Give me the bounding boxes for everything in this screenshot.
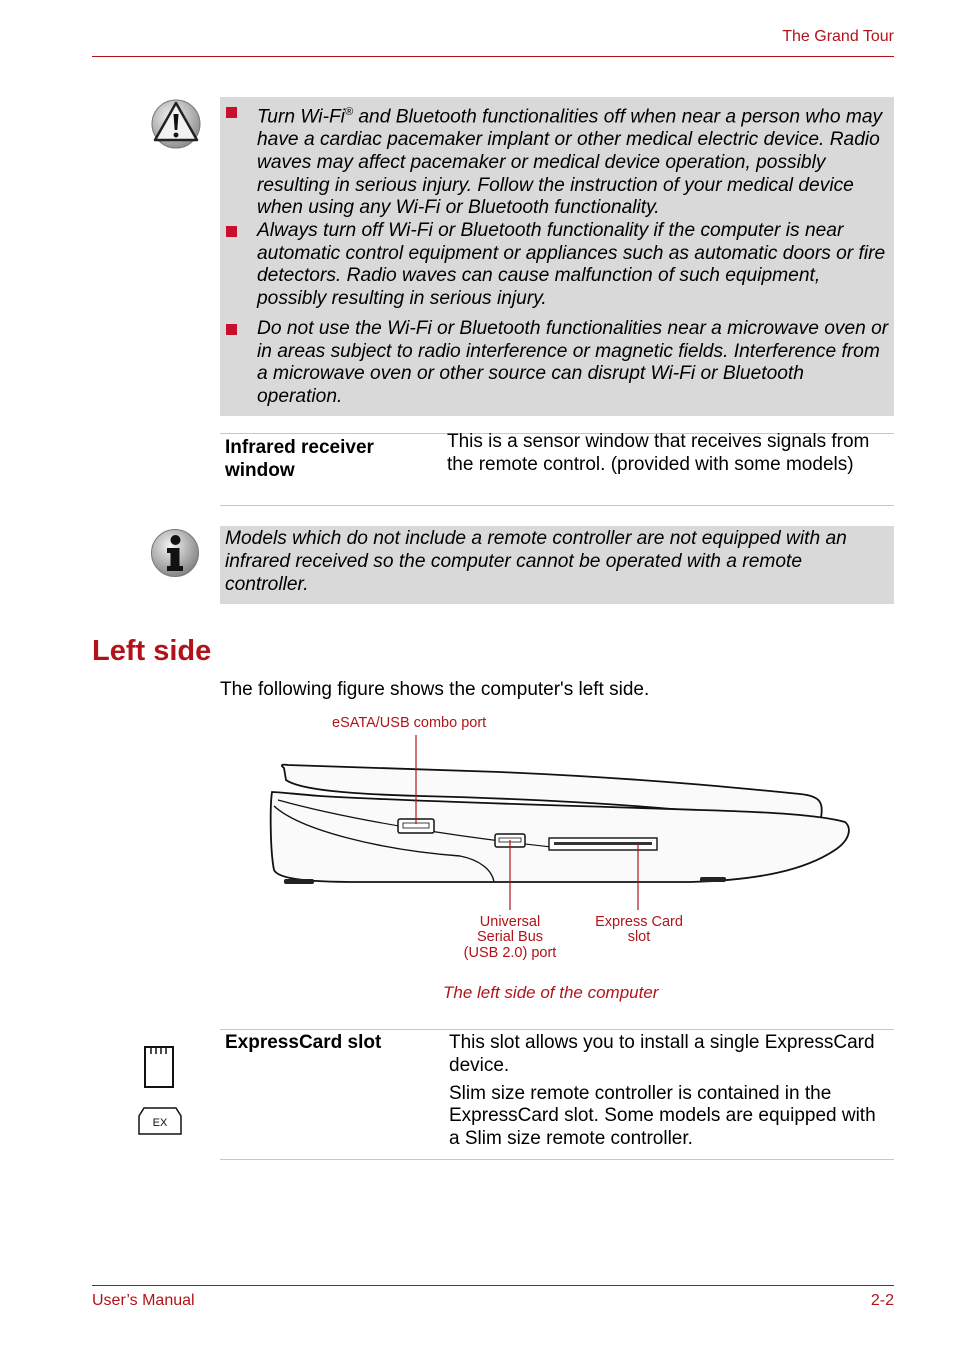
expresscard-icon (138, 1106, 182, 1136)
info-icon (150, 528, 200, 578)
label-esata: eSATA/USB combo port (332, 715, 487, 731)
left-side-figure (260, 710, 900, 1010)
note-text: Models which do not include a remote controller are not equipped with an infrared received so the computer cannot be operated with a remote controller. (225, 528, 847, 595)
label-expresscard-line: slot (627, 929, 651, 945)
warning-icon (150, 97, 202, 149)
expresscard-icon-label: EX (152, 1117, 168, 1129)
section-title: Left side (92, 635, 212, 667)
warning-box (220, 97, 894, 416)
table-rule (220, 1029, 894, 1030)
table-rule (220, 505, 894, 506)
bullet-square-icon (226, 107, 237, 118)
term-infrared: Infrared receiver window (225, 437, 374, 481)
warning-item-text: Always turn off Wi-Fi or Bluetooth functionality if the computer is near automatic control equipment or appliances such as automatic doors or fire detectors. Radio waves can cause malfunction of such equipment, possibly resulting in serious injury. (257, 220, 886, 310)
memory-card-icon (143, 1045, 175, 1089)
warning-item-text: Turn Wi-Fi® and Bluetooth functionalities off when near a person who may have a cardiac pacemaker implant or other medical electric device. Radio waves may affect pacemaker or medical device operation, possibly resulting in serious injury. Follow the instruction of your medical device when using any Wi-Fi or Bluetooth functionality. (257, 106, 883, 219)
figure-caption: The left side of the computer (443, 983, 659, 1002)
note-box (220, 526, 894, 604)
bullet-square-icon (226, 324, 237, 335)
footer-rule (92, 1285, 894, 1286)
header-rule (92, 56, 894, 57)
foot (700, 877, 726, 882)
table-rule (220, 1159, 894, 1160)
description-paragraph: This slot allows you to install a single ExpressCard device. (449, 1032, 875, 1076)
description-expresscard (449, 1032, 889, 1151)
bullet-square-icon (226, 226, 237, 237)
label-usb-line: (USB 2.0) port (463, 945, 557, 961)
description-infrared: This is a sensor window that receives signals from the remote control. (provided with some models) (447, 431, 870, 475)
page-number: 2-2 (870, 1292, 894, 1309)
running-header: The Grand Tour (782, 28, 894, 45)
label-usb-line: Serial Bus (476, 929, 544, 945)
footer-manual-title: User’s Manual (92, 1292, 195, 1309)
label-usb-line: Universal (479, 914, 541, 930)
description-paragraph: Slim size remote controller is contained in the ExpressCard slot. Some models are equipped with a Slim size remote controller. (449, 1082, 876, 1150)
intro-paragraph: The following figure shows the computer's left side. (220, 679, 650, 700)
foot (284, 879, 314, 884)
term-expresscard: ExpressCard slot (225, 1032, 382, 1053)
warning-item-text: Do not use the Wi-Fi or Bluetooth functionalities near a microwave oven or in areas subject to radio interference or magnetic fields. Interference from a microwave oven or other source can disrupt Wi-Fi or Bluetooth operation. (257, 318, 889, 408)
label-expresscard-line: Express Card (595, 914, 683, 930)
